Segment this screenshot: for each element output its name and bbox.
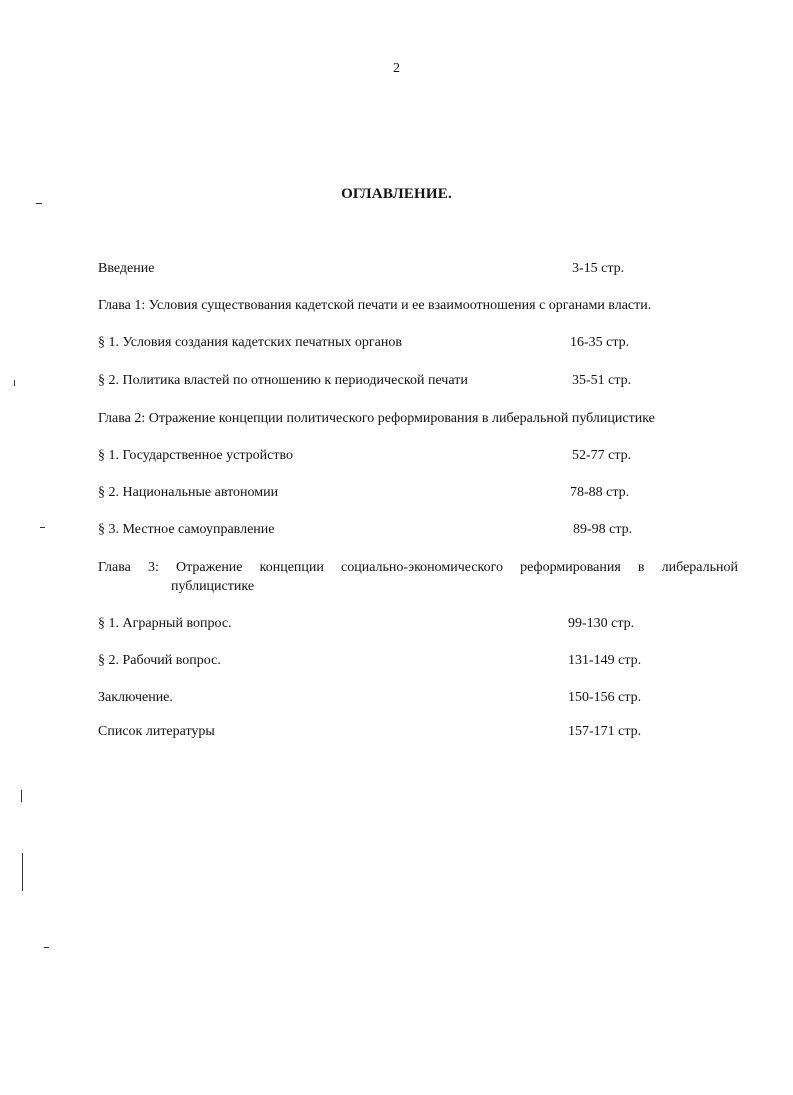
scan-mark [44,947,49,948]
scan-mark [40,527,45,528]
toc-entry-label: § 3. Местное самоуправление [98,522,275,537]
toc-chapter-3-line-1: Глава 3: Отражение концепции социально-экономического реформирования в либеральной [98,560,738,575]
scan-mark [21,790,22,802]
toc-entry-label: Заключение. [98,690,173,705]
toc-entry-introduction [98,260,625,278]
toc-entry-bibliography [98,723,642,741]
toc-chapter-2: Глава 2: Отражение концепции политического реформирования в либеральной публицистике [98,411,655,426]
toc-entry-conclusion [98,689,642,707]
toc-entry-pages: 52-77 стр. [572,448,632,463]
toc-entry-pages: 35-51 стр. [572,373,632,388]
toc-entry-ch2-section-1 [98,447,632,465]
toc-entry-label: § 2. Национальные автономии [98,485,279,500]
toc-entry-pages: 99-130 стр. [568,616,635,631]
toc-entry-pages: 131-149 стр. [568,653,642,668]
toc-entry-pages: 78-88 стр. [570,485,630,500]
toc-entry-pages: 3-15 стр. [572,261,625,276]
toc-chapter-1: Глава 1: Условия существования кадетской печати и ее взаимоотношения с органами власти. [98,298,652,313]
toc-entry-label: Список литературы [98,724,215,739]
toc-entry-ch2-section-2 [98,484,630,502]
toc-entry-label: Введение [98,261,155,276]
toc-entry-ch1-section-2 [98,372,632,390]
document-title: ОГЛАВЛЕНИЕ. [341,186,452,202]
scan-mark [22,853,23,891]
toc-entry-label: § 2. Рабочий вопрос. [98,653,221,668]
toc-entry-ch2-section-3 [98,521,633,539]
toc-entry-ch3-section-2 [98,652,642,670]
scan-mark [36,203,42,204]
toc-entry-label: § 2. Политика властей по отношению к периодической печати [98,373,468,388]
toc-entry-label: § 1. Условия создания кадетских печатных органов [98,335,402,350]
toc-entry-label: § 1. Аграрный вопрос. [98,616,232,631]
toc-chapter-3-line-2: публицистике [171,579,255,594]
toc-entry-ch1-section-1 [98,334,630,352]
toc-entry-pages: 150-156 стр. [568,690,642,705]
page-number: 2 [393,61,400,76]
toc-entry-pages: 89-98 стр. [573,522,633,537]
toc-entry-ch3-section-1 [98,615,635,633]
toc-entry-pages: 157-171 стр. [568,724,642,739]
toc-entry-label: § 1. Государственное устройство [98,448,293,463]
toc-entry-pages: 16-35 стр. [570,335,630,350]
scan-mark [14,380,15,386]
